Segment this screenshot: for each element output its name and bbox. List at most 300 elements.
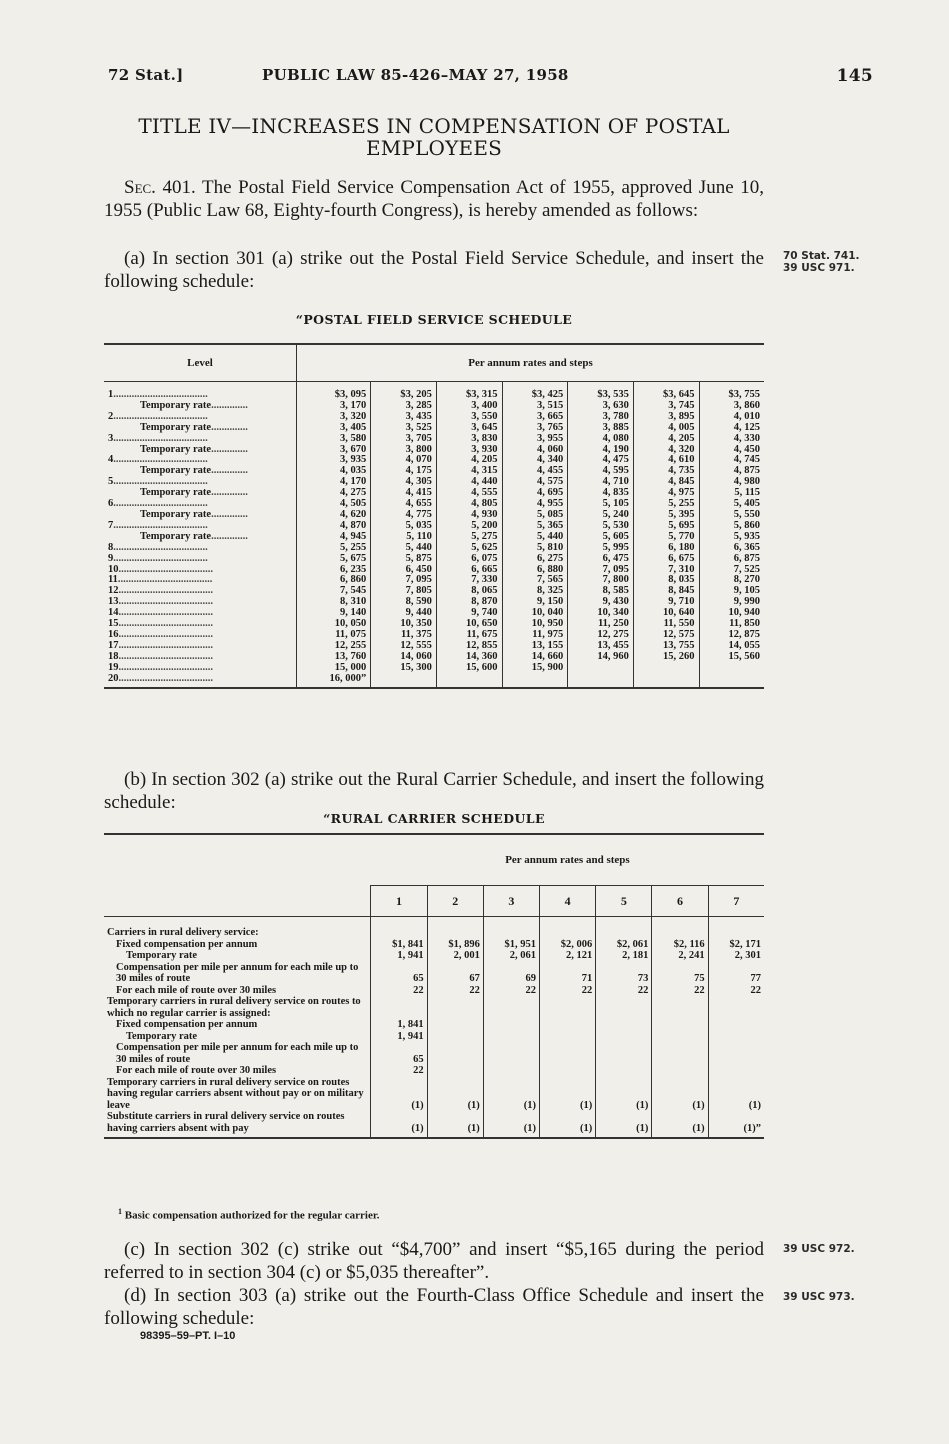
pfs-rate-cell: 5, 110 — [371, 532, 437, 543]
pfs-rate-cell: 4, 190 — [568, 445, 634, 456]
pfs-rate-cell: 3, 515 — [502, 401, 568, 412]
rcs-rate-cell: 22 — [483, 985, 539, 997]
pfs-level-text: 15 — [108, 618, 119, 630]
pfs-rate-cell: 10, 640 — [633, 608, 699, 619]
footnote-text: Basic compensation authorized for the regular carrier. — [124, 1209, 380, 1222]
rcs-rate-cell: 22 — [596, 985, 652, 997]
rcs-rate-cell — [371, 917, 427, 939]
pfs-rate-cell: 8, 325 — [502, 586, 568, 597]
pfs-rate-cell: 4, 415 — [371, 488, 437, 499]
pfs-rate-cell: 6, 475 — [568, 554, 634, 565]
leader-dots: .................................... — [118, 628, 213, 640]
pfs-rate-cell — [699, 663, 764, 674]
pfs-rate-cell: 9, 740 — [436, 608, 502, 619]
rcs-rate-cell: 71 — [540, 962, 596, 985]
pfs-rate-cell: 4, 455 — [502, 466, 568, 477]
pfs-rate-cell: 3, 435 — [371, 412, 437, 423]
paragraph-a: (a) In section 301 (a) strike out the Postal Field Service Schedule, and insert the following schedule: — [104, 248, 764, 292]
pfs-level-text: 12 — [108, 585, 119, 597]
pfs-rate-cell: 7, 565 — [502, 575, 568, 586]
pfs-rate-cell — [633, 663, 699, 674]
pfs-rate-cell: 10, 040 — [502, 608, 568, 619]
pfs-rate-cell: 4, 175 — [371, 466, 437, 477]
pfs-rate-cell: 9, 440 — [371, 608, 437, 619]
leader-dots: .................................... — [118, 661, 213, 673]
pfs-rate-cell: 6, 275 — [502, 554, 568, 565]
rcs-rate-cell: 2, 301 — [708, 950, 764, 962]
pfs-rate-cell: 8, 065 — [436, 586, 502, 597]
section-401-lead: Sec. 401. — [124, 177, 196, 198]
pfs-rate-cell: 15, 900 — [502, 663, 568, 674]
pfs-rate-cell: 5, 695 — [633, 521, 699, 532]
margin-citation-c: 39 USC 972. — [783, 1243, 855, 1255]
pfs-rate-cell: 5, 935 — [699, 532, 764, 543]
pfs-rate-cell: 14, 060 — [371, 652, 437, 663]
pfs-rate-cell: 3, 930 — [436, 445, 502, 456]
pfs-rate-cell: 6, 665 — [436, 565, 502, 576]
rcs-table-row — [104, 962, 764, 985]
pfs-rate-cell: 3, 745 — [633, 401, 699, 412]
pfs-schedule-title: “POSTAL FIELD SERVICE SCHEDULE — [295, 312, 573, 327]
rcs-rate-cell: $2, 171 — [708, 939, 764, 951]
pfs-level-text: Temporary rate — [140, 487, 212, 499]
rcs-rate-cell — [596, 996, 652, 1019]
pfs-level-text: 20 — [108, 672, 119, 684]
pfs-level-text: 3 — [108, 432, 114, 444]
rcs-rate-cell: 75 — [652, 962, 708, 985]
pfs-rate-cell: 15, 600 — [436, 663, 502, 674]
leader-dots: .............. — [211, 443, 248, 455]
pfs-rate-cell: 4, 035 — [297, 466, 371, 477]
pfs-rate-cell: 3, 765 — [502, 423, 568, 434]
pfs-rate-cell: 11, 675 — [436, 630, 502, 641]
print-code: 98395–59–PT. I–10 — [140, 1330, 236, 1342]
rcs-rate-cell — [652, 1031, 708, 1043]
rcs-row-label: Fixed compensation per annum — [116, 1019, 258, 1030]
pfs-rate-cell: 5, 810 — [502, 543, 568, 554]
pfs-rate-cell: 10, 350 — [371, 619, 437, 630]
pfs-rate-cell: 11, 375 — [371, 630, 437, 641]
pfs-rate-cell — [436, 674, 502, 689]
leader-dots: .................................... — [118, 672, 213, 684]
pfs-rate-cell: $3, 645 — [633, 382, 699, 401]
rcs-rate-cell — [427, 1019, 483, 1031]
rcs-rate-cell — [427, 1031, 483, 1043]
rcs-rate-cell: 1, 941 — [371, 1031, 427, 1043]
rcs-rate-cell — [708, 1065, 764, 1077]
pfs-rate-cell: 3, 670 — [297, 445, 371, 456]
pfs-rate-cell: 4, 655 — [371, 499, 437, 510]
rcs-row-label: Temporary rate — [126, 1030, 198, 1042]
pfs-level-text: Temporary rate — [140, 421, 212, 433]
pfs-rate-cell: 6, 875 — [699, 554, 764, 565]
section-401-paragraph — [104, 176, 764, 222]
pfs-level-label — [104, 674, 297, 689]
leader-dots: .................................... — [118, 607, 213, 619]
pfs-rate-cell: 7, 095 — [568, 565, 634, 576]
pfs-rate-cell: 5, 625 — [436, 543, 502, 554]
pfs-rate-cell: 6, 880 — [502, 565, 568, 576]
pfs-rate-cell: 12, 875 — [699, 630, 764, 641]
pfs-rate-cell: 4, 870 — [297, 521, 371, 532]
rcs-row-label: Carriers in rural delivery service: — [107, 927, 259, 938]
rcs-row-label: Temporary rate — [126, 950, 198, 961]
rcs-rate-cell: 77 — [708, 962, 764, 985]
pfs-rate-cell: 5, 255 — [633, 499, 699, 510]
pfs-rate-cell: 3, 285 — [371, 401, 437, 412]
pfs-rate-cell: 4, 930 — [436, 510, 502, 521]
pfs-rate-cell: 8, 035 — [633, 575, 699, 586]
pfs-rate-cell: 12, 855 — [436, 641, 502, 652]
pfs-rate-cell: 9, 140 — [297, 608, 371, 619]
pfs-rate-cell: 4, 945 — [297, 532, 371, 543]
rcs-rate-cell — [540, 917, 596, 939]
rcs-step-header: 7 — [708, 886, 764, 917]
pfs-rate-cell: 4, 060 — [502, 445, 568, 456]
leader-dots: .............. — [211, 508, 248, 520]
pfs-rate-cell: 3, 860 — [699, 401, 764, 412]
rcs-rate-cell: 1, 841 — [371, 1019, 427, 1031]
pfs-rate-cell: 4, 450 — [699, 445, 764, 456]
rcs-rate-cell: 22 — [708, 985, 764, 997]
pfs-rate-cell: 12, 575 — [633, 630, 699, 641]
pfs-rate-cell: 5, 440 — [502, 532, 568, 543]
pfs-rate-cell: 15, 300 — [371, 663, 437, 674]
leader-dots: .................................... — [117, 574, 213, 586]
pfs-rate-cell: 7, 800 — [568, 575, 634, 586]
leader-dots: .................................... — [118, 596, 213, 608]
rcs-rate-cell — [596, 917, 652, 939]
pfs-rate-cell: 9, 710 — [633, 597, 699, 608]
rcs-rate-cell — [483, 1031, 539, 1043]
pfs-rate-cell: 3, 580 — [297, 434, 371, 445]
pfs-rate-cell: 5, 200 — [436, 521, 502, 532]
pfs-level-text: 7 — [108, 519, 114, 531]
rcs-rate-cell: $1, 951 — [483, 939, 539, 951]
rcs-table-row — [104, 1077, 764, 1112]
pfs-rate-cell: 9, 990 — [699, 597, 764, 608]
leader-dots: .................................... — [113, 454, 208, 466]
pfs-rate-cell: 4, 775 — [371, 510, 437, 521]
pfs-rate-cell: $3, 095 — [297, 382, 371, 401]
rcs-step-header: 1 — [371, 886, 427, 917]
pfs-rate-cell: 3, 320 — [297, 412, 371, 423]
leader-dots: .................................... — [118, 563, 213, 575]
pfs-rate-cell: 10, 950 — [502, 619, 568, 630]
postal-field-service-table — [104, 343, 764, 689]
pfs-rate-cell: 8, 585 — [568, 586, 634, 597]
pfs-rate-cell: 8, 590 — [371, 597, 437, 608]
pfs-rate-cell: 4, 010 — [699, 412, 764, 423]
rcs-rate-cell: 65 — [371, 962, 427, 985]
pfs-rate-cell: 6, 675 — [633, 554, 699, 565]
pfs-rate-cell: 12, 275 — [568, 630, 634, 641]
pfs-rate-cell: 3, 630 — [568, 401, 634, 412]
footnote — [118, 1207, 379, 1222]
rcs-rate-cell: 2, 241 — [652, 950, 708, 962]
pfs-rate-cell: 5, 675 — [297, 554, 371, 565]
rcs-rate-cell — [708, 996, 764, 1019]
pfs-rate-cell: 4, 440 — [436, 477, 502, 488]
pfs-rate-cell: 6, 235 — [297, 565, 371, 576]
pfs-rate-cell — [633, 674, 699, 689]
pfs-rate-cell: 4, 005 — [633, 423, 699, 434]
rcs-rate-cell: (1) — [427, 1077, 483, 1112]
rcs-row-label: Fixed compensation per annum — [116, 938, 258, 950]
pfs-rate-cell: 3, 830 — [436, 434, 502, 445]
pfs-rate-cell: $3, 315 — [436, 382, 502, 401]
rcs-step-header: 3 — [483, 886, 539, 917]
rcs-rate-cell — [708, 1019, 764, 1031]
rcs-step-header: 2 — [427, 886, 483, 917]
rcs-rate-cell — [483, 996, 539, 1019]
pfs-rate-cell: 4, 205 — [436, 455, 502, 466]
pfs-rate-cell: 4, 620 — [297, 510, 371, 521]
pfs-level-text: Temporary rate — [140, 465, 212, 477]
pfs-rate-cell: 4, 555 — [436, 488, 502, 499]
rcs-rate-cell: (1) — [596, 1111, 652, 1138]
rcs-rate-cell: 22 — [540, 985, 596, 997]
pfs-rate-cell: 5, 995 — [568, 543, 634, 554]
pfs-rate-cell: 4, 875 — [699, 466, 764, 477]
leader-dots: .............. — [211, 487, 248, 499]
pfs-rate-cell: 5, 085 — [502, 510, 568, 521]
pfs-rate-cell: 4, 330 — [699, 434, 764, 445]
pfs-rate-cell: 4, 315 — [436, 466, 502, 477]
pfs-rate-cell: 5, 365 — [502, 521, 568, 532]
pfs-rate-cell: 11, 250 — [568, 619, 634, 630]
leader-dots: .............. — [211, 421, 248, 433]
pfs-rate-cell: 10, 650 — [436, 619, 502, 630]
margin-citation-a-1: 70 Stat. 741. — [783, 250, 860, 262]
pfs-rate-cell: 3, 645 — [436, 423, 502, 434]
rcs-row-label: For each mile of route over 30 miles — [116, 1065, 277, 1076]
rcs-rate-cell — [652, 917, 708, 939]
rcs-rate-cell: 73 — [596, 962, 652, 985]
pfs-rate-cell: 8, 845 — [633, 586, 699, 597]
pfs-rate-cell: 6, 365 — [699, 543, 764, 554]
rcs-rate-cell: (1) — [427, 1111, 483, 1138]
rcs-row-label: Compensation per mile per annum for each mile up to 30 miles of route — [116, 1042, 359, 1065]
pfs-rate-cell: 8, 270 — [699, 575, 764, 586]
pfs-rate-cell: 5, 605 — [568, 532, 634, 543]
rcs-rate-cell — [652, 996, 708, 1019]
pfs-rate-cell: 3, 935 — [297, 455, 371, 466]
pfs-table-row — [104, 674, 764, 689]
pfs-level-text: Temporary rate — [140, 443, 212, 455]
rcs-rate-cell: 2, 061 — [483, 950, 539, 962]
rcs-rate-cell — [708, 1031, 764, 1043]
pfs-rate-cell: 15, 000 — [297, 663, 371, 674]
pfs-rate-cell: 3, 550 — [436, 412, 502, 423]
rcs-header-rates: Per annum rates and steps — [371, 834, 764, 886]
rcs-rate-cell — [540, 1031, 596, 1043]
pfs-rate-cell: 11, 550 — [633, 619, 699, 630]
pfs-level-text: Temporary rate — [140, 399, 212, 411]
rcs-table-row — [104, 1065, 764, 1077]
rcs-rate-cell: 69 — [483, 962, 539, 985]
rcs-rate-cell — [596, 1031, 652, 1043]
rcs-row-label: Temporary carriers in rural delivery service on routes to which no regular carrier is assigned: — [107, 996, 361, 1019]
rcs-rate-cell — [540, 1042, 596, 1065]
pfs-rate-cell: 3, 780 — [568, 412, 634, 423]
pfs-rate-cell: 4, 320 — [633, 445, 699, 456]
pfs-rate-cell: 4, 980 — [699, 477, 764, 488]
rcs-table-row — [104, 1031, 764, 1043]
pfs-rate-cell: 11, 975 — [502, 630, 568, 641]
pfs-rate-cell: 10, 050 — [297, 619, 371, 630]
pfs-rate-cell: 4, 975 — [633, 488, 699, 499]
pfs-rate-cell: $3, 535 — [568, 382, 634, 401]
pfs-rate-cell: 7, 330 — [436, 575, 502, 586]
pfs-rate-cell: 4, 275 — [297, 488, 371, 499]
rcs-rate-cell — [540, 1065, 596, 1077]
pfs-rate-cell: 11, 850 — [699, 619, 764, 630]
rcs-rate-cell: $2, 061 — [596, 939, 652, 951]
pfs-rate-cell: 4, 735 — [633, 466, 699, 477]
rcs-row-label: Substitute carriers in rural delivery service on routes having carriers absent with pay — [104, 1111, 371, 1138]
pfs-rate-cell: 5, 275 — [436, 532, 502, 543]
pfs-level-text: 17 — [108, 639, 119, 651]
pfs-rate-cell: 10, 940 — [699, 608, 764, 619]
rcs-table-row — [104, 1019, 764, 1031]
rcs-rate-cell: (1) — [596, 1077, 652, 1112]
leader-dots: .................................... — [113, 410, 208, 422]
pfs-rate-cell: 13, 155 — [502, 641, 568, 652]
rcs-rate-cell: (1) — [540, 1111, 596, 1138]
pfs-rate-cell: $3, 755 — [699, 382, 764, 401]
pfs-level-text: 9 — [108, 552, 114, 564]
rcs-rate-cell: 2, 121 — [540, 950, 596, 962]
pfs-rate-cell: 5, 860 — [699, 521, 764, 532]
rcs-rate-cell: (1)” — [708, 1111, 764, 1138]
rcs-table-row — [104, 985, 764, 997]
pfs-rate-cell: 5, 440 — [371, 543, 437, 554]
pfs-level-text: 11 — [108, 574, 118, 586]
pfs-rate-cell: 4, 745 — [699, 455, 764, 466]
pfs-rate-cell: 3, 895 — [633, 412, 699, 423]
pfs-level-text: Temporary rate — [140, 530, 212, 542]
pfs-rate-cell: 4, 610 — [633, 455, 699, 466]
pfs-rate-cell: 13, 755 — [633, 641, 699, 652]
rcs-rate-cell — [483, 1042, 539, 1065]
margin-citation-d: 39 USC 973. — [783, 1291, 855, 1303]
rcs-row-label: Temporary carriers in rural delivery service on routes having regular carriers absent without pay or on military leave — [107, 1076, 364, 1111]
pfs-rate-cell — [371, 674, 437, 689]
rcs-rate-cell — [483, 1019, 539, 1031]
pfs-rate-cell: 6, 075 — [436, 554, 502, 565]
rcs-table-row — [104, 950, 764, 962]
pfs-rate-cell: 5, 875 — [371, 554, 437, 565]
rcs-row-label: For each mile of route over 30 miles — [116, 984, 277, 996]
rcs-rate-cell: 22 — [427, 985, 483, 997]
pfs-rate-cell: 12, 555 — [371, 641, 437, 652]
rcs-step-header: 5 — [596, 886, 652, 917]
rcs-rate-cell: (1) — [540, 1077, 596, 1112]
rcs-rate-cell: 22 — [371, 1065, 427, 1077]
pfs-rate-cell: 4, 070 — [371, 455, 437, 466]
rcs-rate-cell: 2, 181 — [596, 950, 652, 962]
pfs-rate-cell: $3, 205 — [371, 382, 437, 401]
pfs-level-text: 8 — [108, 541, 114, 553]
pfs-rate-cell: 5, 550 — [699, 510, 764, 521]
pfs-rate-cell: 7, 525 — [699, 565, 764, 576]
rcs-rate-cell — [427, 1042, 483, 1065]
leader-dots: .................................... — [118, 650, 213, 662]
leader-dots: .................................... — [118, 585, 213, 597]
rural-carrier-table — [104, 833, 764, 1139]
leader-dots: .................................... — [113, 476, 208, 488]
pfs-rate-cell: 4, 595 — [568, 466, 634, 477]
rcs-rate-cell — [540, 1019, 596, 1031]
rcs-header-blank — [104, 834, 371, 917]
rcs-rate-cell: 1, 941 — [371, 950, 427, 962]
pfs-rate-cell: 14, 960 — [568, 652, 634, 663]
rcs-rate-cell: 67 — [427, 962, 483, 985]
leader-dots: .............. — [211, 530, 248, 542]
rcs-rate-cell: (1) — [483, 1077, 539, 1112]
pfs-rate-cell: 7, 805 — [371, 586, 437, 597]
pfs-rate-cell: 11, 075 — [297, 630, 371, 641]
pfs-rate-cell: 13, 760 — [297, 652, 371, 663]
pfs-rate-cell — [699, 674, 764, 689]
pfs-rate-cell: 4, 955 — [502, 499, 568, 510]
pfs-level-label — [104, 382, 297, 401]
pfs-rate-cell: 8, 310 — [297, 597, 371, 608]
rcs-rate-cell — [652, 1042, 708, 1065]
pfs-rate-cell: 4, 695 — [502, 488, 568, 499]
rcs-rate-cell — [708, 1042, 764, 1065]
pfs-rate-cell: 5, 405 — [699, 499, 764, 510]
pfs-rate-cell: 15, 560 — [699, 652, 764, 663]
pfs-rate-cell: 9, 150 — [502, 597, 568, 608]
pfs-rate-cell: 14, 055 — [699, 641, 764, 652]
pfs-rate-cell — [568, 663, 634, 674]
pfs-rate-cell: 5, 105 — [568, 499, 634, 510]
pfs-rate-cell: 4, 845 — [633, 477, 699, 488]
leader-dots: .................................... — [118, 618, 213, 630]
leader-dots: .................................... — [113, 432, 208, 444]
pfs-rate-cell: 6, 450 — [371, 565, 437, 576]
rcs-rate-cell — [596, 1042, 652, 1065]
pfs-rate-cell: 6, 860 — [297, 575, 371, 586]
pfs-rate-cell: 4, 305 — [371, 477, 437, 488]
leader-dots: .................................... — [113, 498, 208, 510]
pfs-rate-cell: $3, 425 — [502, 382, 568, 401]
pfs-rate-cell: 7, 310 — [633, 565, 699, 576]
pfs-header-rates: Per annum rates and steps — [297, 344, 765, 382]
pfs-rate-cell: 6, 180 — [633, 543, 699, 554]
pfs-rate-cell: 5, 240 — [568, 510, 634, 521]
rcs-rate-cell — [652, 1065, 708, 1077]
rcs-table-row — [104, 917, 764, 939]
pfs-rate-cell: 8, 870 — [436, 597, 502, 608]
rcs-rate-cell: 2, 001 — [427, 950, 483, 962]
pfs-rate-cell: 4, 505 — [297, 499, 371, 510]
pfs-rate-cell: 4, 170 — [297, 477, 371, 488]
rcs-rate-cell: $1, 896 — [427, 939, 483, 951]
rcs-rate-cell — [427, 1065, 483, 1077]
page-title: TITLE IV—INCREASES IN COMPENSATION OF POSTAL EMPLOYEES — [138, 114, 730, 160]
rcs-rate-cell — [427, 917, 483, 939]
rcs-rate-cell: (1) — [708, 1077, 764, 1112]
pfs-rate-cell: 4, 835 — [568, 488, 634, 499]
rcs-table-row — [104, 996, 764, 1019]
pfs-level-text: 14 — [108, 607, 119, 619]
rcs-rate-cell: $2, 006 — [540, 939, 596, 951]
pfs-rate-cell: 4, 205 — [633, 434, 699, 445]
rcs-rate-cell — [483, 917, 539, 939]
